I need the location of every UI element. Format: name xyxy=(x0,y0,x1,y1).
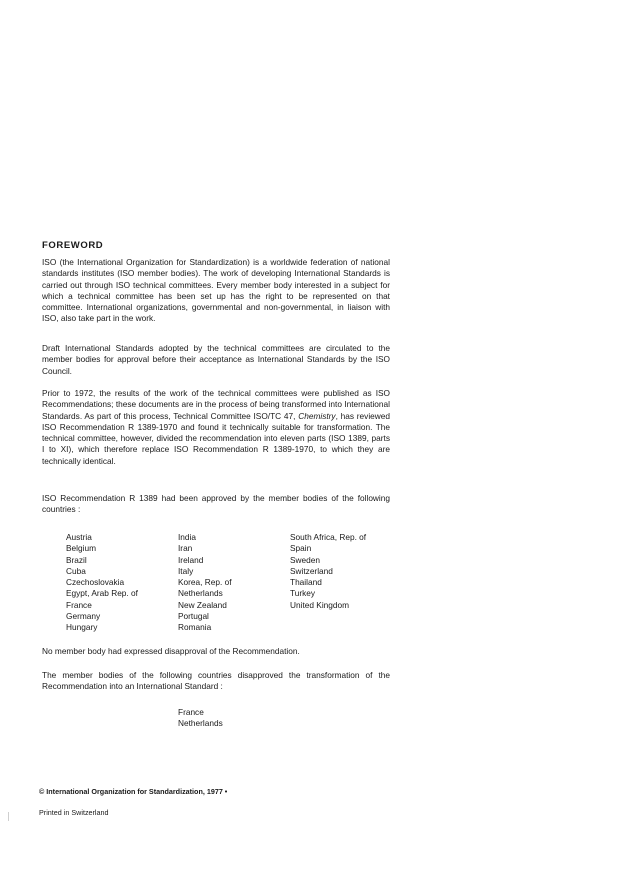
paragraph-history-part-a: Prior to 1972, the results of the work of the technical committees were published as ISO Recommendations; these documents are in the process of being transformed into International Standards. As part of this process, Technical Committee ISO/TC 47, xyxy=(42,388,390,421)
countries-column-1 xyxy=(66,532,138,634)
printed-in-note: Printed in Switzerland xyxy=(39,808,109,817)
country-name: Belgium xyxy=(66,543,96,554)
country-name: Cuba xyxy=(66,565,86,576)
country-name: Germany xyxy=(66,611,101,622)
paragraph-history xyxy=(42,388,390,467)
paragraph-history-part-b: , has reviewed ISO Recommendation R 1389-1970 and found it technically suitable for transformation. The technical committee, however, divided the recommendation into eleven parts (ISO 1389, parts I to XI), which therefore replace ISO Recommendation R 1389-1970, to which they are technically identical. xyxy=(42,410,390,466)
country-name: South Africa, Rep. of xyxy=(290,532,367,542)
country-name: France xyxy=(66,599,92,610)
country-name: Italy xyxy=(178,565,194,576)
country-name: Hungary xyxy=(66,622,98,633)
country-name: Spain xyxy=(290,543,312,554)
country-name: Austria xyxy=(66,532,92,542)
country-name: Iran xyxy=(178,543,193,554)
disapproving-countries-list xyxy=(178,707,223,730)
countries-column-3 xyxy=(290,532,366,611)
paragraph-approval: ISO Recommendation R 1389 had been approved by the member bodies of the following countries : xyxy=(42,493,390,515)
countries-column-2 xyxy=(178,532,232,634)
country-name: India xyxy=(178,532,196,542)
paragraph-disapproval: The member bodies of the following countries disapproved the transformation of the Recommendation into an International Standard : xyxy=(42,670,390,692)
paragraph-draft-standards: Draft International Standards adopted by the technical committees are circulated to the member bodies for approval before their acceptance as International Standards by the ISO Council. xyxy=(42,343,390,376)
foreword-heading: FOREWORD xyxy=(42,240,104,251)
committee-name-italic: Chemistry xyxy=(298,410,336,421)
country-name: Egypt, Arab Rep. of xyxy=(66,588,138,599)
country-name: Netherlands xyxy=(178,718,223,729)
country-name: Sweden xyxy=(290,554,320,565)
country-name: New Zealand xyxy=(178,599,227,610)
copyright-notice: © International Organization for Standardization, 1977 • xyxy=(39,787,228,796)
country-name: Switzerland xyxy=(290,565,333,576)
country-name: Romania xyxy=(178,622,212,633)
country-name: Czechoslovakia xyxy=(66,577,125,588)
country-name: France xyxy=(178,707,204,717)
country-name: Thailand xyxy=(290,577,322,588)
scan-margin-mark xyxy=(8,812,9,821)
country-name: United Kingdom xyxy=(290,599,350,610)
country-name: Portugal xyxy=(178,611,209,622)
country-name: Netherlands xyxy=(178,588,223,599)
country-name: Korea, Rep. of xyxy=(178,577,232,588)
country-name: Brazil xyxy=(66,554,87,565)
country-name: Ireland xyxy=(178,554,204,565)
paragraph-iso-intro: ISO (the International Organization for Standardization) is a worldwide federation of national standards institutes (ISO member bodies). The work of developing International Standards is carried out through ISO technical committees. Every member body interested in a subject for which a technical committee has been set up has the right to be represented on that committee. International organizations, governmental and non-governmental, in liaison with ISO, also take part in the work. xyxy=(42,257,390,324)
paragraph-no-disapproval: No member body had expressed disapproval of the Recommendation. xyxy=(42,646,300,656)
country-name: Turkey xyxy=(290,588,316,599)
